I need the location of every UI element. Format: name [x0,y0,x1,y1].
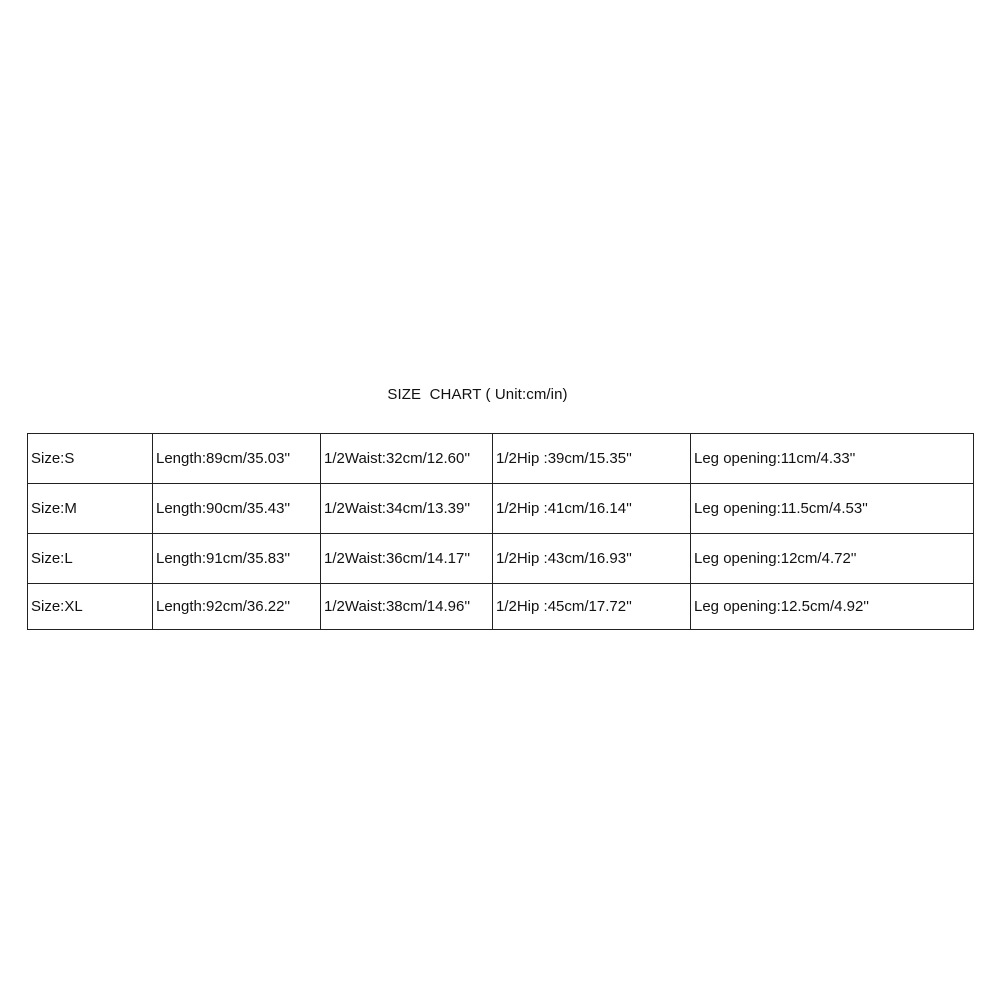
table-row-size-m [28,484,974,534]
size-chart-title: SIZE CHART ( Unit:cm/in) [387,386,568,403]
leg-opening-cell: Leg opening:11cm/4.33'' [691,434,974,484]
leg-opening-cell: Leg opening:12cm/4.72'' [691,534,974,584]
leg-opening-cell: Leg opening:11.5cm/4.53'' [691,484,974,534]
half-waist-cell: 1/2Waist:34cm/13.39'' [321,484,493,534]
table-row-size-xl [28,584,974,630]
length-cell: Length:92cm/36.22'' [153,584,321,630]
size-chart-table [27,433,974,630]
size-cell: Size:XL [28,584,153,630]
length-cell: Length:89cm/35.03'' [153,434,321,484]
size-cell: Size:M [28,484,153,534]
size-cell: Size:L [28,534,153,584]
length-cell: Length:90cm/35.43'' [153,484,321,534]
half-waist-cell: 1/2Waist:32cm/12.60'' [321,434,493,484]
half-waist-cell: 1/2Waist:38cm/14.96'' [321,584,493,630]
half-hip-cell: 1/2Hip :39cm/15.35'' [493,434,691,484]
half-waist-cell: 1/2Waist:36cm/14.17'' [321,534,493,584]
half-hip-cell: 1/2Hip :45cm/17.72'' [493,584,691,630]
half-hip-cell: 1/2Hip :41cm/16.14'' [493,484,691,534]
leg-opening-cell: Leg opening:12.5cm/4.92'' [691,584,974,630]
length-cell: Length:91cm/35.83'' [153,534,321,584]
table-row-size-l [28,534,974,584]
half-hip-cell: 1/2Hip :43cm/16.93'' [493,534,691,584]
table-row-size-s [28,434,974,484]
size-cell: Size:S [28,434,153,484]
